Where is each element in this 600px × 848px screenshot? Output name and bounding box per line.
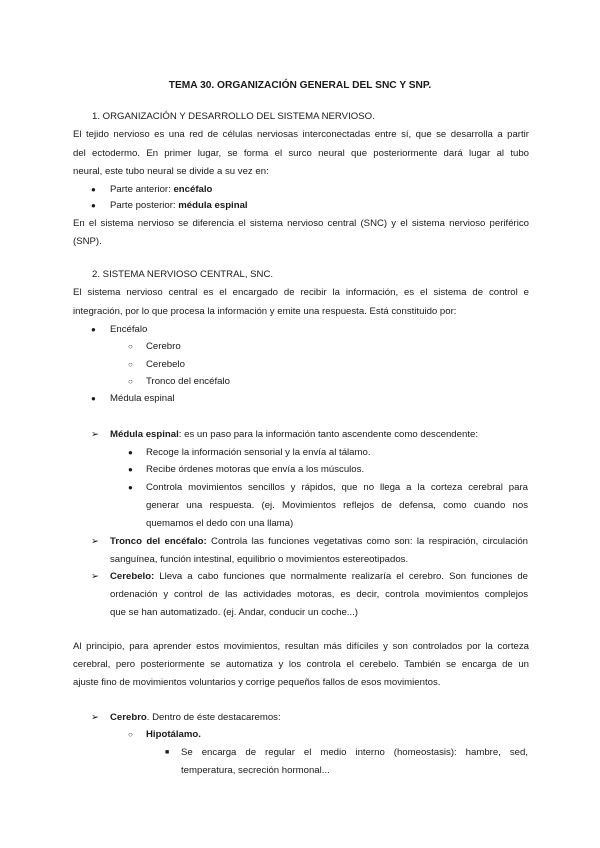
list-item-parte-posterior: Parte posterior: médula espinal: [110, 200, 248, 211]
bullet-icon: ●: [128, 465, 133, 474]
list-item-encefalo: Encéfalo: [110, 324, 148, 335]
cerebelo-line1: Cerebelo: Lleva a cabo funciones que normalmente realizaría el cerebro. Son funciones de: [110, 571, 528, 582]
bullet-icon: ●: [91, 201, 96, 210]
arrow-bullet-icon: ➢: [91, 536, 99, 547]
list-item-medula: Médula espinal: [110, 393, 175, 404]
bullet-icon: ●: [128, 448, 133, 457]
bullet-icon: ●: [91, 325, 96, 334]
section1-para1-line3: neural, este tubo neural se divide a su vez en:: [73, 166, 269, 177]
section2-heading: 2. SISTEMA NERVIOSO CENTRAL, SNC.: [92, 269, 274, 280]
medula-item-3-line3: quemamos el dedo con una llama): [146, 518, 294, 529]
cerebro-heading: Cerebro. Dentro de éste destacaremos:: [110, 712, 281, 723]
medula-item-1: Recoge la información sensorial y la envía al tálamo.: [146, 447, 371, 458]
cerebelo-line3: que se han automatizado. (ej. Andar, conducir un coche...): [110, 607, 358, 618]
arrow-bullet-icon: ➢: [91, 429, 99, 440]
section1-para2-line2: (SNP).: [73, 236, 102, 247]
medula-espinal-heading: Médula espinal: es un paso para la información tanto ascendente como descendente:: [110, 429, 478, 440]
section2-para2-line3: ajuste fino de movimientos voluntarios y corrige pequeños fallos de esos movimientos.: [73, 677, 441, 688]
section1-para2-line1: En el sistema nervioso se diferencia el sistema nervioso central (SNC) y el sistema nervioso periférico: [73, 218, 529, 229]
section1-para1-line1: El tejido nervioso es una red de células nerviosas interconectadas entre sí, que se desarrolla a partir: [73, 129, 529, 140]
section1-para1-line2: del ectodermo. En primer lugar, se forma el surco neural que posteriormente dará lugar al tubo: [73, 148, 529, 159]
medula-item-2: Recibe órdenes motoras que envía a los músculos.: [146, 464, 365, 475]
bullet-icon: ●: [91, 185, 96, 194]
arrow-bullet-icon: ➢: [91, 712, 99, 723]
arrow-bullet-icon: ➢: [91, 571, 99, 582]
medula-item-3-line2: generar una respuesta. (ej. Movimientos reflejos de defensa, como cuando nos: [146, 500, 528, 511]
list-item-cerebro: Cerebro: [146, 341, 181, 352]
list-item-cerebelo: Cerebelo: [146, 359, 185, 370]
cerebelo-line2: ordenación y control de las actividades motoras, es decir, controla movimientos complejos: [110, 589, 528, 600]
circle-bullet-icon: ○: [128, 342, 133, 351]
tronco-line2: sanguínea, función intestinal, equilibrio o movimientos estereotipados.: [110, 554, 409, 565]
circle-bullet-icon: ○: [128, 360, 133, 369]
section2-para2-line1: Al principio, para aprender estos movimientos, resultan más difíciles y son controlados por la corteza: [73, 641, 529, 652]
section2-para2-line2: cerebral, pero posteriormente se automatiza y los controla el cerebelo. También se encarga de un: [73, 659, 529, 670]
hipotalamo-heading: Hipotálamo.: [146, 729, 201, 740]
bullet-icon: ●: [128, 483, 133, 492]
section2-para1-line2: integración, por lo que procesa la información y emite una respuesta. Está constituido por:: [73, 306, 457, 317]
page-title: TEMA 30. ORGANIZACIÓN GENERAL DEL SNC Y SNP.: [168, 80, 432, 91]
circle-bullet-icon: ○: [128, 377, 133, 386]
circle-bullet-icon: ○: [128, 730, 133, 739]
tronco-line1: Tronco del encéfalo: Controla las funciones vegetativas como son: la respiración, circulación: [110, 536, 528, 547]
list-item-tronco: Tronco del encéfalo: [146, 376, 230, 387]
section1-heading: 1. ORGANIZACIÓN Y DESARROLLO DEL SISTEMA NERVIOSO.: [92, 111, 375, 122]
section2-para1-line1: El sistema nervioso central es el encargado de recibir la información, es el sistema de control e: [73, 287, 529, 298]
list-item-parte-anterior: Parte anterior: encéfalo: [110, 184, 213, 195]
medula-item-3-line1: Controla movimientos sencillos y rápidos, que no llega a la corteza cerebral para: [146, 482, 528, 493]
square-bullet-icon: ■: [165, 749, 170, 756]
hipotalamo-line2: temperatura, secreción hormonal...: [181, 765, 330, 776]
bullet-icon: ●: [91, 394, 96, 403]
hipotalamo-line1: Se encarga de regular el medio interno (homeostasis): hambre, sed,: [181, 747, 528, 758]
